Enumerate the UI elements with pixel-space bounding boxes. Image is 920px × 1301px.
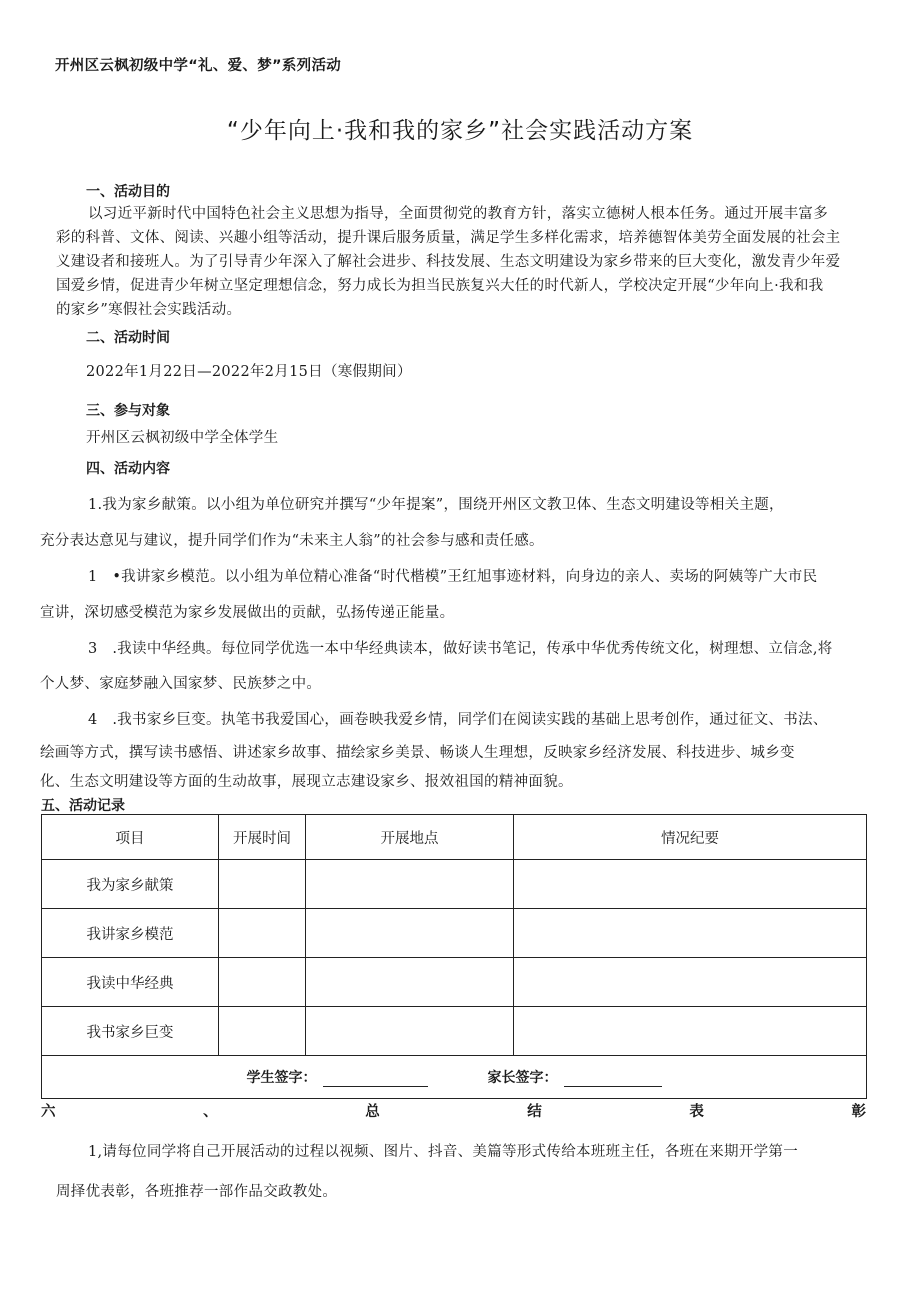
row-label: 我读中华经典 bbox=[42, 958, 219, 1007]
parent-signature-blank[interactable] bbox=[564, 1072, 662, 1087]
section6-line-1: 1,请每位同学将自己开展活动的过程以视频、图片、抖音、美篇等形式传给本班班主任，各班在来期开学第一 bbox=[88, 1144, 799, 1160]
table-row bbox=[42, 909, 867, 958]
column-header-item: 项目 bbox=[42, 815, 219, 860]
signature-row bbox=[42, 1056, 867, 1099]
activity-record-table bbox=[41, 814, 867, 1099]
table-header-row bbox=[42, 815, 867, 860]
document-header: 开州区云枫初级中学“礼、爱、梦”系列活动 bbox=[55, 58, 342, 74]
signature-cell bbox=[42, 1056, 867, 1099]
time-cell[interactable] bbox=[219, 1007, 306, 1056]
section6-heading-char: 结 bbox=[527, 1104, 542, 1120]
time-cell[interactable] bbox=[219, 909, 306, 958]
content-item-2-line-2: 宣讲，深切感受模范为家乡发展做出的贡献，弘扬传递正能量。 bbox=[40, 605, 455, 621]
summary-cell[interactable] bbox=[514, 909, 867, 958]
section6-heading-char: 、 bbox=[203, 1104, 218, 1120]
section6-line-2: 周择优表彰，各班推荐一部作品交政教处。 bbox=[56, 1184, 338, 1200]
section6-heading-char: 总 bbox=[365, 1104, 380, 1120]
time-cell[interactable] bbox=[219, 860, 306, 909]
column-header-summary: 情况纪要 bbox=[514, 815, 867, 860]
location-cell[interactable] bbox=[306, 860, 514, 909]
parent-signature bbox=[488, 1067, 662, 1087]
summary-cell[interactable] bbox=[514, 860, 867, 909]
student-signature bbox=[247, 1067, 428, 1087]
summary-cell[interactable] bbox=[514, 958, 867, 1007]
section6-heading-char: 彰 bbox=[851, 1104, 866, 1120]
table-row bbox=[42, 1007, 867, 1056]
section1-heading: 一、活动目的 bbox=[86, 184, 170, 200]
section6-heading bbox=[41, 1100, 866, 1121]
content-item-2-line-1: 1 •我讲家乡模范。以小组为单位精心准备“时代楷模”王红旭事迹材料，向身边的亲人、卖场的阿姨等广大市民 bbox=[88, 569, 818, 585]
section1-line-1: 以习近平新时代中国特色社会主义思想为指导，全面贯彻党的教育方针，落实立德树人根本任务。通过开展丰富多 bbox=[88, 206, 828, 222]
section6-heading-char: 六 bbox=[41, 1104, 56, 1120]
section5-heading: 五、活动记录 bbox=[41, 798, 125, 814]
content-item-4-line-1: 4 .我书家乡巨变。执笔书我爱国心，画卷映我爱乡情，同学们在阅读实践的基础上思考创作，通过征文、书法、 bbox=[88, 712, 828, 728]
section1-line-2: 彩的科普、文体、阅读、兴趣小组等活动，提升课后服务质量，满足学生多样化需求，培养德智体美劳全面发展的社会主 bbox=[56, 230, 841, 246]
student-signature-blank[interactable] bbox=[323, 1072, 428, 1087]
activity-dates: 2022年1月22日—2022年2月15日（寒假期间） bbox=[86, 364, 412, 380]
table-row bbox=[42, 860, 867, 909]
column-header-location: 开展地点 bbox=[306, 815, 514, 860]
parent-signature-label: 家长签字： bbox=[487, 1070, 558, 1086]
section1-line-5: 的家乡”寒假社会实践活动。 bbox=[56, 302, 242, 318]
content-item-3-line-2: 个人梦、家庭梦融入国家梦、民族梦之中。 bbox=[40, 676, 322, 692]
column-header-time: 开展时间 bbox=[219, 815, 306, 860]
section6-heading-char: 表 bbox=[689, 1104, 704, 1120]
section4-heading: 四、活动内容 bbox=[86, 461, 170, 477]
section1-line-4: 国爱乡情，促进青少年树立坚定理想信念，努力成长为担当民族复兴大任的时代新人，学校决定开展“少年向上·我和我 bbox=[56, 278, 824, 294]
row-label: 我为家乡献策 bbox=[42, 860, 219, 909]
section2-heading: 二、活动时间 bbox=[86, 330, 170, 346]
content-item-4-line-2: 绘画等方式，撰写读书感悟、讲述家乡故事、描绘家乡美景、畅谈人生理想，反映家乡经济发展、科技进步、城乡变 bbox=[40, 745, 795, 761]
section1-line-3: 义建设者和接班人。为了引导青少年深入了解社会进步、科技发展、生态文明建设为家乡带来的巨大变化，激发青少年爱 bbox=[56, 254, 841, 270]
document-title: “少年向上·我和我的家乡”社会实践活动方案 bbox=[226, 118, 694, 144]
location-cell[interactable] bbox=[306, 909, 514, 958]
student-signature-label: 学生签字： bbox=[246, 1070, 317, 1086]
section3-heading: 三、参与对象 bbox=[86, 403, 170, 419]
content-item-4-line-3: 化、生态文明建设等方面的生动故事，展现立志建设家乡、报效祖国的精神面貌。 bbox=[40, 774, 573, 790]
content-item-1-line-2: 充分表达意见与建议，提升同学们作为“未来主人翁”的社会参与感和责任感。 bbox=[40, 533, 544, 549]
location-cell[interactable] bbox=[306, 958, 514, 1007]
table-row bbox=[42, 958, 867, 1007]
row-label: 我书家乡巨变 bbox=[42, 1007, 219, 1056]
location-cell[interactable] bbox=[306, 1007, 514, 1056]
row-label: 我讲家乡模范 bbox=[42, 909, 219, 958]
content-item-1-line-1: 1.我为家乡献策。以小组为单位研究并撰写“少年提案”，围绕开州区文教卫体、生态文明建设等相关主题， bbox=[88, 497, 784, 513]
time-cell[interactable] bbox=[219, 958, 306, 1007]
participants: 开州区云枫初级中学全体学生 bbox=[86, 430, 279, 446]
summary-cell[interactable] bbox=[514, 1007, 867, 1056]
content-item-3-line-1: 3 .我读中华经典。每位同学优选一本中华经典读本，做好读书笔记，传承中华优秀传统文化，树理想、立信念,将 bbox=[88, 641, 833, 657]
